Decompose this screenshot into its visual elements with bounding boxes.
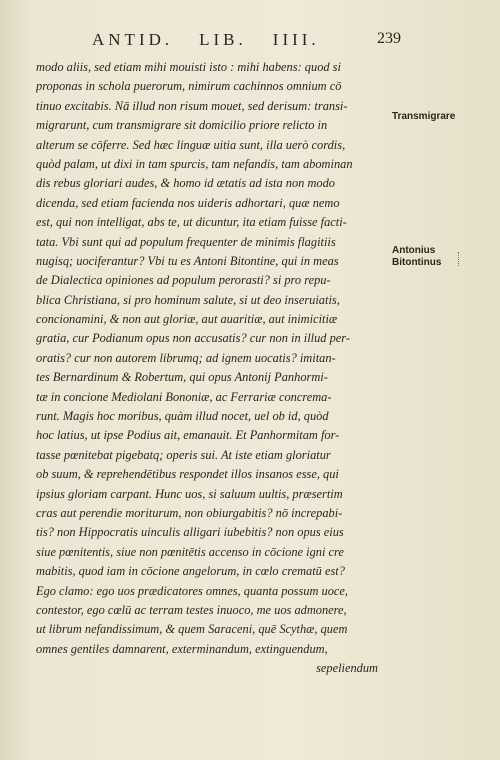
text-line: ipsius gloriam carpant. Hunc uos, si saluum uultis, præsertim [36, 486, 343, 501]
marginal-note-antonius: Antonius [392, 245, 436, 256]
text-line: blica Christiana, si pro hominum salute, si ut deo inseruiatis, [36, 292, 340, 307]
text-line: alterum se cōferre. Sed hæc linguæ uitia sunt, illa uerò cordis, [36, 137, 346, 152]
text-line: omnes gentiles damnarent, exterminandum, extinguendum, [36, 641, 328, 656]
text-line: de Dialectica opiniones ad populum perorasti? si pro repu- [36, 273, 331, 288]
text-line: tes Bernardinum & Robertum, qui opus Antonij Panhormi- [36, 370, 328, 385]
margin-mark [458, 252, 460, 266]
text-line: modo aliis, sed etiam mihi mouisti isto : mihi habens: quod si [36, 60, 341, 74]
text-line: nugisq; uociferantur? Vbi tu es Antoni Bitontine, qui in meas [36, 253, 339, 268]
text-line: runt. Magis hoc moribus, quàm illud nocet, uel ob id, quòd [36, 409, 329, 424]
text-line: oratis? cur non autorem librumq; ad ignem uocatis? imitan- [36, 350, 336, 365]
body-text [36, 58, 388, 679]
text-line: Ego clamo: ego uos prædicatores omnes, quanta possum uoce, [36, 583, 349, 598]
catchword-line: sepeliendum [316, 661, 378, 676]
text-line: proponas in schola puerorum, nimirum cachinnos omnium cō [36, 79, 342, 94]
text-line: tæ in concione Mediolani Bononiæ, ac Ferrariæ concrema- [36, 389, 332, 404]
running-header [0, 30, 500, 54]
text-line: ut librum nefandissimum, & quem Saraceni, quē Scythæ, quem [36, 622, 348, 637]
text-line: tasse pœnitebat pigebatq; operis sui. At iste etiam gloriatur [36, 447, 331, 462]
text-line: cras aut perendie moriturum, non obiurgabitis? nō increpabi- [36, 505, 343, 520]
running-title-mid: LIB. [199, 30, 247, 49]
text-line: quòd palam, ut dixi in tam spurcis, tam nefandis, tam abominan [36, 156, 353, 171]
running-title-left: ANTID. [92, 30, 174, 49]
text-line: mabitis, quod iam in cōcione angelorum, in cœlo crematū est? [36, 564, 345, 579]
running-title [92, 30, 346, 50]
text-line: contestor, ego cœlū ac terram testes inuoco, me uos admonere, [36, 602, 347, 617]
text-line: dicenda, sed etiam facienda nos uideris adhortari, quæ nemo [36, 195, 340, 210]
text-line: gratia, cur Podianum opus non accusatis? cur non in illud per- [36, 331, 350, 346]
page-number: 239 [377, 30, 401, 47]
text-line: ob suum, & reprehendētibus respondet illos insanos esse, qui [36, 467, 339, 482]
text-line: siue pœnitentis, siue non pœnitētis accenso in cōcione igni cre [36, 544, 344, 559]
text-line: concionamini, & non aut gloriæ, aut auaritiæ, aut inimicitiæ [36, 312, 338, 327]
text-line: hoc latius, ut ipse Podius ait, emanauit. Et Panhormitam for- [36, 428, 340, 443]
text-line: tata. Vbi sunt qui ad populum frequenter de minimis flagitiis [36, 234, 336, 249]
text-line: dis rebus gloriari audes, & homo id ætatis ad ista non modo [36, 176, 336, 191]
text-line: tis? non Hippocratis uinculis alligari iubebitis? non opus eius [36, 525, 344, 540]
marginal-note-bitontinus: Bitontinus [392, 257, 442, 268]
text-line: est, qui non intelligat, abs te, ut dicuntur, ita etiam fuisse facti- [36, 215, 347, 230]
marginal-note-transmigrare: Transmigrare [392, 111, 456, 122]
text-line: tinuo excitabis. Nā illud non risum mouet, sed derisum: transi- [36, 98, 348, 113]
text-line: migrarunt, cum transmigrare sit domicilio priore relicto in [36, 118, 328, 133]
running-title-right: IIII. [272, 30, 320, 49]
